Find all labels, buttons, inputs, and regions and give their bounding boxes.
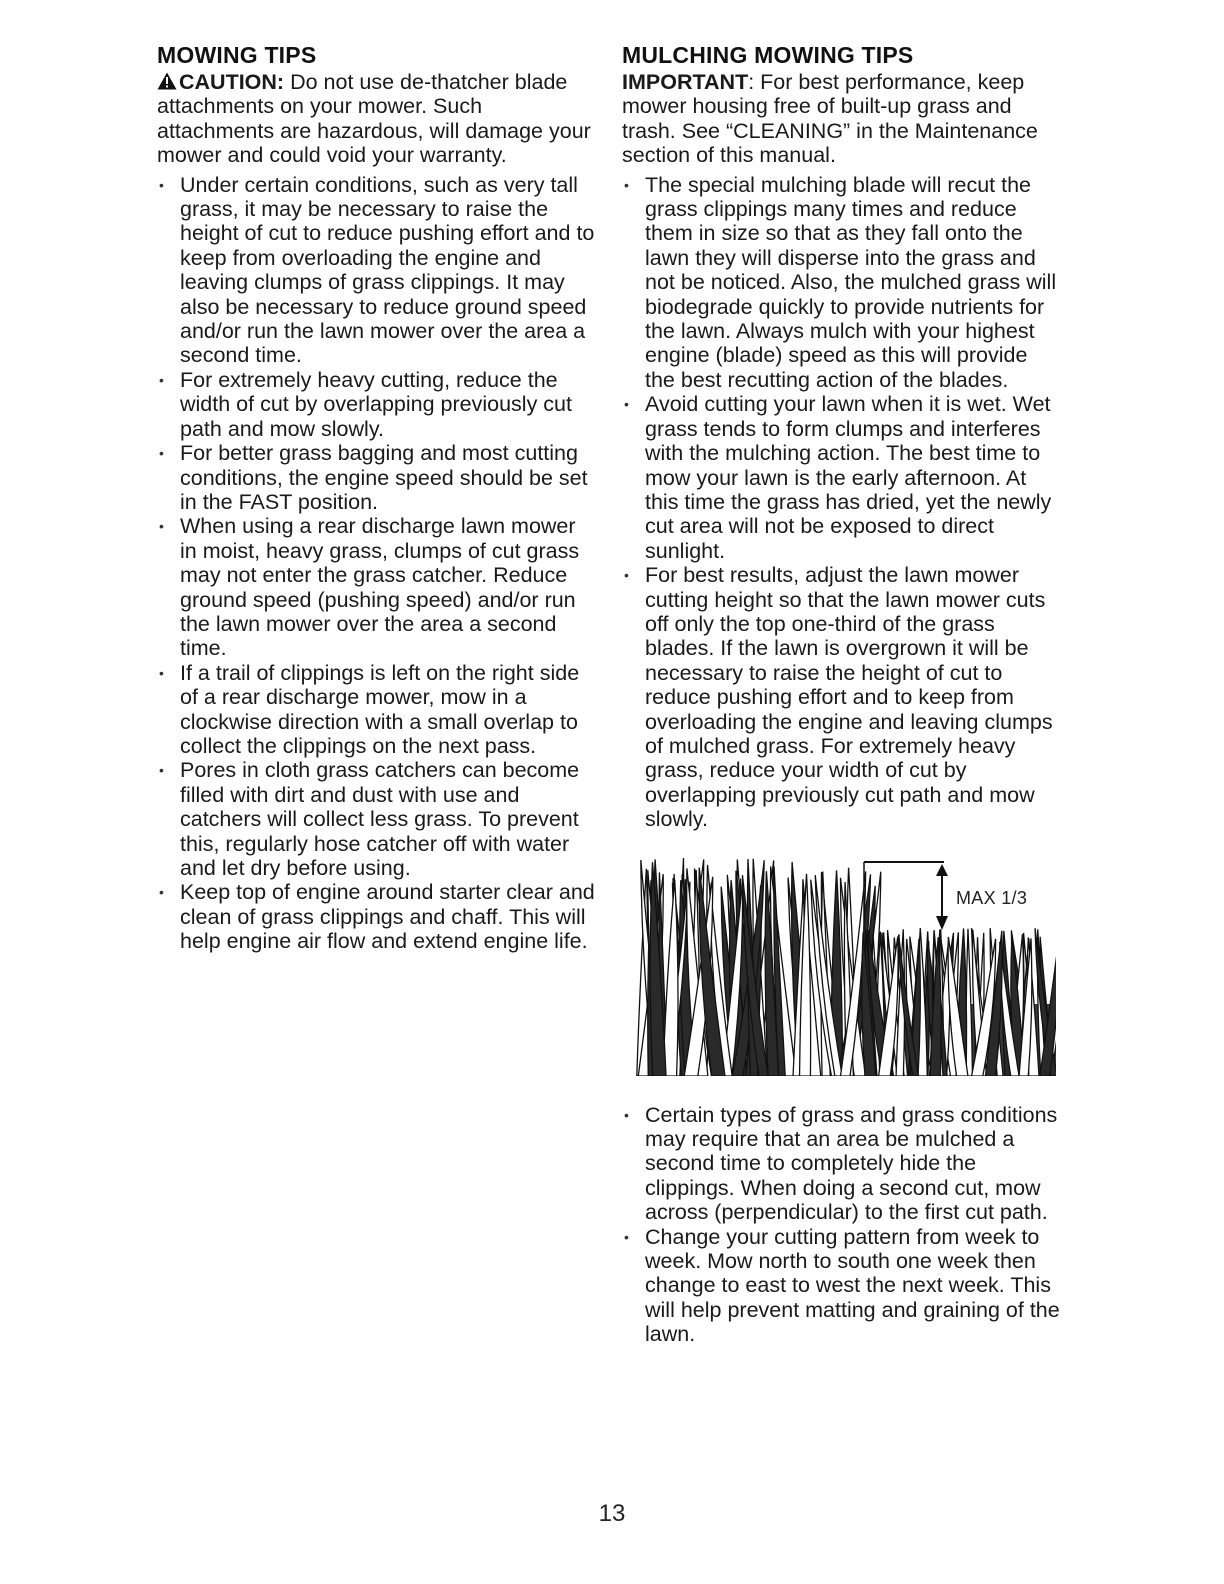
caution-text: Do not use de-thatcher blade attachments on your mower. Such attachments are hazardous, will damage your mower and could void your warranty.	[157, 70, 591, 168]
mowing-tips-section	[157, 40, 597, 954]
caution-paragraph	[157, 70, 597, 168]
list-item: • Keep top of engine around starter clear and clean of grass clippings and chaff. This will help engine air flow and extend engine life.	[157, 880, 597, 953]
mowing-tips-heading: MOWING TIPS	[157, 42, 317, 68]
important-label: IMPORTANT	[622, 70, 749, 94]
list-item: • If a trail of clippings is left on the right side of a rear discharge mower, mow in a clockwise direction with a small overlap to collect the clippings on the next pass.	[157, 661, 597, 759]
list-item: • The special mulching blade will recut the grass clippings many times and reduce them in size so that as they fall onto the lawn they will disperse into the grass and not be noticed. Also, the mulched grass will biodegrade quickly to provide nutrients for the lawn. Always mulch with your highest engine (blade) speed as this will provide the best recutting action of the blades.	[622, 173, 1062, 393]
list-item: • Under certain conditions, such as very tall grass, it may be necessary to raise the height of cut to reduce pushing effort and to keep from overloading the engine and leaving clumps of grass clippings. It may also be necessary to reduce ground speed and/or run the lawn mower over the area a second time.	[157, 173, 597, 368]
page-number: 13	[598, 1500, 626, 1527]
mulching-tips-section	[622, 40, 1062, 1347]
list-item: • Change your cutting pattern from week to week. Mow north to south one week then change to east to west the next week. This will help prevent matting and graining of the lawn.	[622, 1225, 1062, 1347]
important-paragraph	[622, 70, 1062, 168]
warning-triangle-icon	[157, 72, 177, 90]
list-item: • For better grass bagging and most cutting conditions, the engine speed should be set in the FAST position.	[157, 441, 597, 514]
list-item: • For extremely heavy cutting, reduce the width of cut by overlapping previously cut path and mow slowly.	[157, 368, 597, 441]
list-item: • When using a rear discharge lawn mower in moist, heavy grass, clumps of cut grass may not enter the grass catcher. Reduce ground speed (pushing speed) and/or run the lawn mower over the area a second time.	[157, 514, 597, 660]
grass-height-illustration	[632, 854, 1056, 1076]
mulching-tips-heading: MULCHING MOWING TIPS	[622, 42, 914, 68]
list-item: • For best results, adjust the lawn mower cutting height so that the lawn mower cuts off only the top one-third of the grass blades. If the lawn is overgrown it will be necessary to raise the height of cut to reduce pushing effort and to keep from overloading the engine and leaving clumps of mulched grass. For extremely heavy grass, reduce your width of cut by overlapping previously cut path and mow slowly.	[622, 563, 1062, 831]
mowing-tips-list	[157, 173, 597, 954]
mulching-tips-list-continued	[622, 1103, 1062, 1347]
mulching-tips-list	[622, 173, 1062, 832]
list-item: • Certain types of grass and grass conditions may require that an area be mulched a second time to completely hide the clippings. When doing a second cut, mow across (perpendicular) to the first cut path.	[622, 1103, 1062, 1225]
important-text: : For best performance, keep mower housing free of built-up grass and trash. See “CLEANING” in the Maintenance section of this manual.	[622, 70, 1038, 168]
max-one-third-label: MAX 1/3	[956, 887, 1028, 908]
list-item: • Avoid cutting your lawn when it is wet. Wet grass tends to form clumps and interferes with the mulching action. The best time to mow your lawn is the early afternoon. At this time the grass has dried, yet the newly cut area will not be exposed to direct sunlight.	[622, 392, 1062, 563]
caution-label: CAUTION:	[179, 70, 285, 94]
list-item: • Pores in cloth grass catchers can become filled with dirt and dust with use and catchers will collect less grass. To prevent this, regularly hose catcher off with water and let dry before using.	[157, 758, 597, 880]
